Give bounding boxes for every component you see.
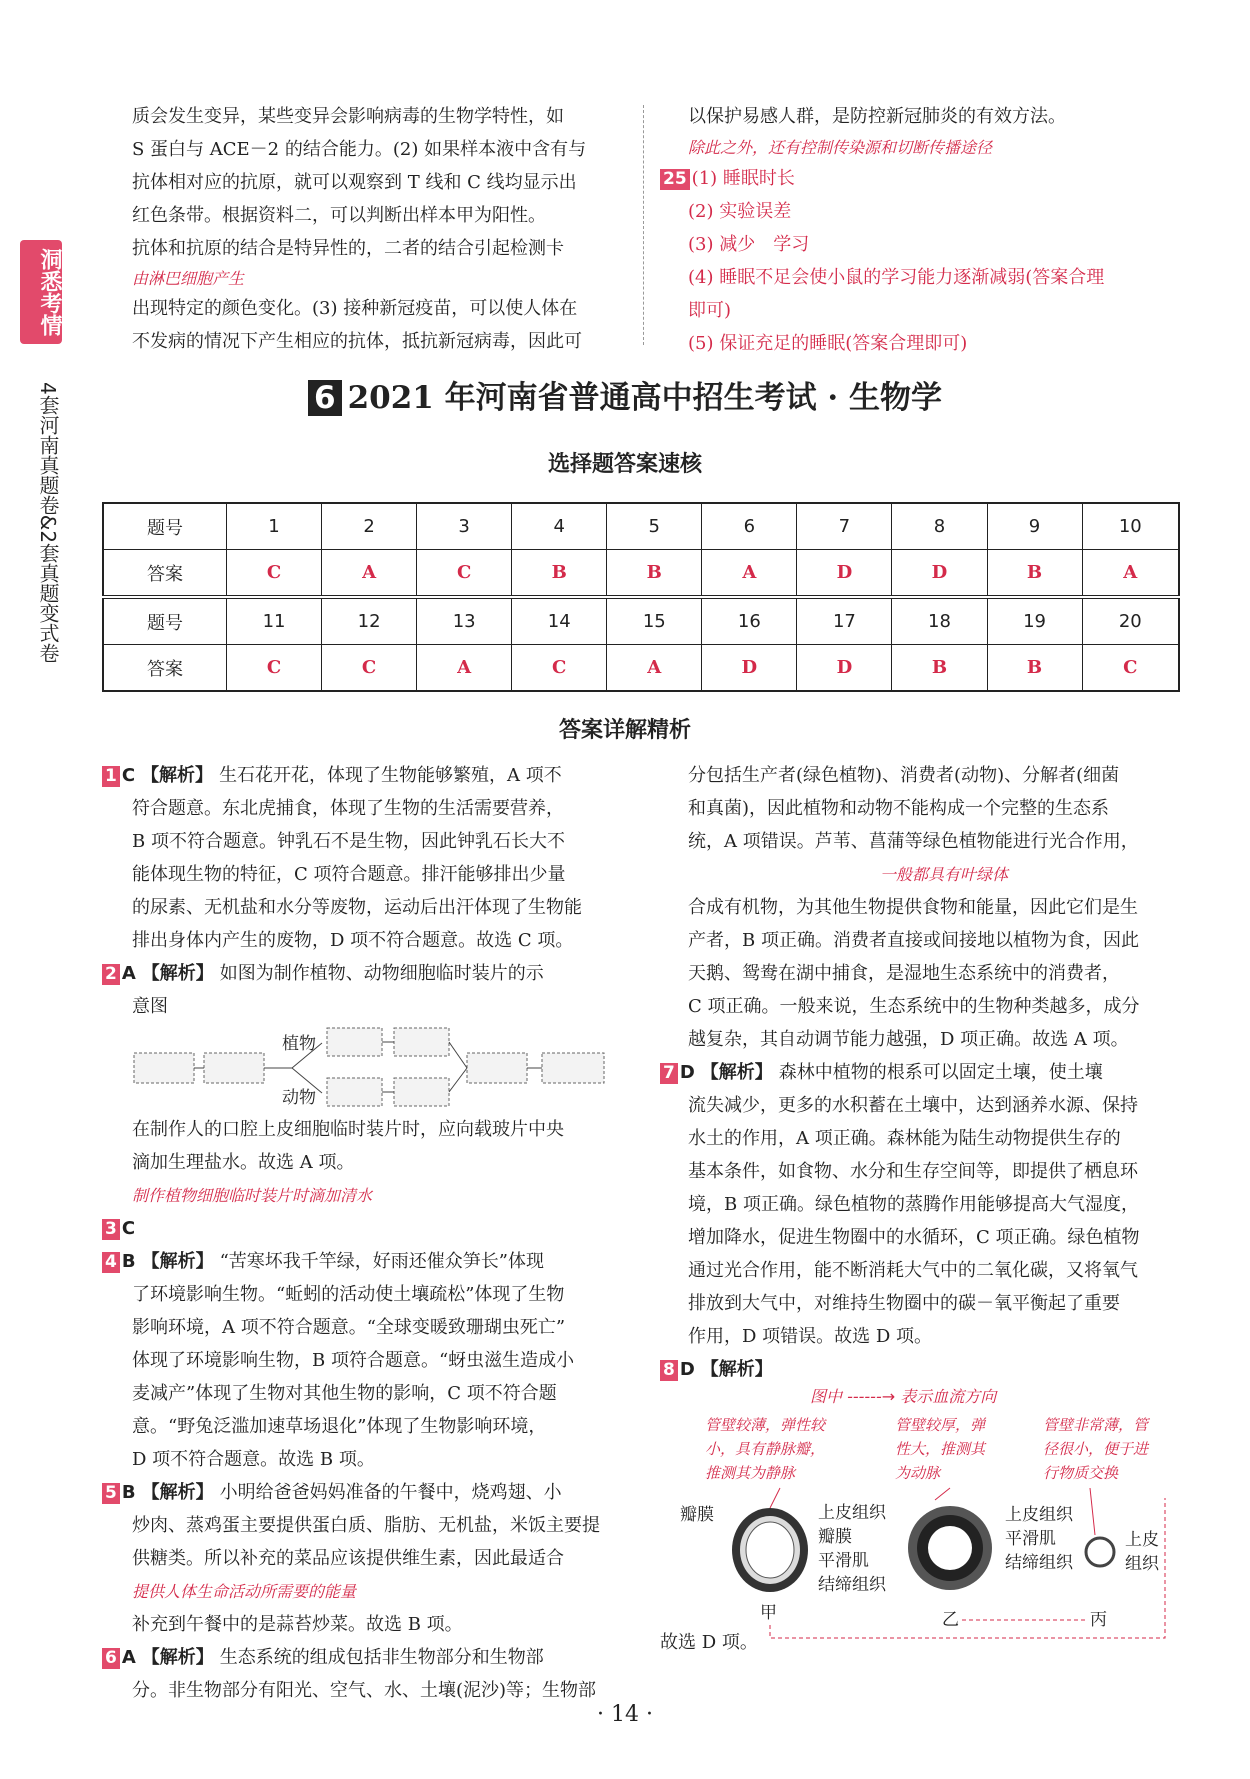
text-line: 和真菌)，因此植物和动物不能构成一个完整的生态系 bbox=[688, 798, 1110, 819]
q25-answer-5: (5) 保证充足的睡眠(答案合理即可) bbox=[688, 333, 968, 354]
text-line: S 蛋白与 ACE－2 的结合能力。(2) 如果样本液中含有与 bbox=[132, 139, 587, 160]
q6-explanation: 6 A 【解析】 生态系统的组成包括非生物部分和生物部 bbox=[102, 1641, 622, 1674]
text-line: 麦减产”体现了生物对其他生物的影响，C 项不符合题 bbox=[132, 1383, 557, 1404]
text-line: 意图 bbox=[132, 996, 168, 1017]
vein-connective: 结缔组织 bbox=[818, 1575, 886, 1595]
q1-explanation: 1 C 【解析】 生石花开花，体现了生物能够繁殖，A 项不 bbox=[102, 759, 622, 792]
q4-explanation: 4 B 【解析】 “苦寒坏我千竿绿，好雨还催众笋长”体现 bbox=[102, 1245, 622, 1278]
section-number: 6 bbox=[308, 380, 342, 416]
label-jia: 甲 bbox=[760, 1603, 777, 1623]
question-cell: 15 bbox=[607, 597, 702, 645]
question-cell: 5 bbox=[607, 503, 702, 550]
text-line: 意。“野兔泛滥加速草场退化”体现了生物影响环境， bbox=[132, 1416, 547, 1437]
text-line: 分。非生物部分有阳光、空气、水、土壤(泥沙)等；生物部 bbox=[132, 1680, 597, 1701]
section-title-text: 2021 年河南省普通高中招生考试 · 生物学 bbox=[347, 380, 943, 416]
handwritten-note: 除此之外，还有控制传染源和切断传播途径 bbox=[688, 138, 993, 157]
question-number-badge: 8 bbox=[660, 1360, 678, 1381]
quick-check-heading: 选择题答案速核 bbox=[547, 452, 702, 477]
text-line: 抗体相对应的抗原，就可以观察到 T 线和 C 线均显示出 bbox=[132, 172, 577, 193]
vein-valve: 瓣膜 bbox=[818, 1527, 852, 1547]
handwritten-note: 提供人体生命活动所需要的能量 bbox=[132, 1582, 357, 1601]
slide-prep-diagram bbox=[132, 1023, 622, 1113]
answer-cell: A bbox=[1082, 550, 1179, 598]
handwritten-note: 一般都具有叶绿体 bbox=[880, 865, 1009, 884]
section-title bbox=[0, 372, 1250, 417]
artery-epithelium: 上皮组织 bbox=[1005, 1505, 1073, 1525]
question-number-badge: 3 bbox=[102, 1219, 120, 1240]
answer-cell: B bbox=[987, 645, 1082, 692]
detail-heading: 答案详解精析 bbox=[558, 718, 691, 743]
vein-note: 小，具有静脉瓣， bbox=[705, 1440, 826, 1458]
blood-vessel-diagram bbox=[660, 1380, 1185, 1650]
question-number-badge: 4 bbox=[102, 1252, 120, 1273]
question-cell: 12 bbox=[322, 597, 417, 645]
vein-note: 管壁较薄，弹性较 bbox=[705, 1416, 826, 1434]
question-row bbox=[103, 597, 1179, 645]
text-line: 境，B 项正确。绿色植物的蒸腾作用能够提高大气湿度， bbox=[688, 1194, 1139, 1215]
question-cell: 11 bbox=[227, 597, 322, 645]
q25-answer-4-cont: 即可) bbox=[688, 300, 732, 321]
artery-lumen bbox=[928, 1526, 972, 1570]
answer-cell: A bbox=[417, 645, 512, 692]
capillary-epithelium: 上皮 bbox=[1125, 1530, 1159, 1550]
question-number-badge: 6 bbox=[102, 1648, 120, 1669]
vein-note: 推测其为静脉 bbox=[705, 1464, 796, 1482]
answer-cell: D bbox=[892, 550, 987, 598]
q25-answer-4: (4) 睡眠不足会使小鼠的学习能力逐渐减弱(答案合理 bbox=[688, 267, 1105, 288]
text-line: 在制作人的口腔上皮细胞临时装片时，应向载玻片中央 bbox=[132, 1119, 564, 1140]
text-line: 质会发生变异，某些变异会影响病毒的生物学特性，如 bbox=[132, 106, 564, 127]
q5-explanation: 5 B 【解析】 小明给爸爸妈妈准备的午餐中，烧鸡翅、小 bbox=[102, 1476, 622, 1509]
text-line: B 项不符合题意。钟乳石不是生物，因此钟乳石长大不 bbox=[132, 831, 565, 852]
right-explanations bbox=[660, 759, 1185, 1386]
text-line: 排放到大气中，对维持生物圈中的碳－氧平衡起了重要 bbox=[688, 1293, 1120, 1314]
text-line: 补充到午餐中的是蒜苔炒菜。故选 B 项。 bbox=[132, 1614, 463, 1635]
q8-explanation: 8 D 【解析】 bbox=[660, 1353, 1185, 1386]
text-line: 的尿素、无机盐和水分等废物，运动后出汗体现了生物能 bbox=[132, 897, 582, 918]
q3-explanation: 3 C bbox=[102, 1212, 622, 1245]
text-line: 合成有机物，为其他生物提供食物和能量，因此它们是生 bbox=[688, 897, 1138, 918]
text-line: 抗体和抗原的结合是特异性的，二者的结合引起检测卡 bbox=[132, 238, 564, 259]
text-line: 符合题意。东北虎捕食，体现了生物的生活需要营养， bbox=[132, 798, 564, 819]
text-line: 了环境影响生物。“蚯蚓的活动使土壤疏松”体现了生物 bbox=[132, 1284, 565, 1305]
question-cell: 10 bbox=[1082, 503, 1179, 550]
text-line: 供糖类。所以补充的菜品应该提供维生素，因此最适合 bbox=[132, 1548, 564, 1569]
answer-cell: D bbox=[702, 645, 797, 692]
answer-cell: C bbox=[512, 645, 607, 692]
question-cell: 20 bbox=[1082, 597, 1179, 645]
question-cell: 2 bbox=[322, 503, 417, 550]
question-cell: 9 bbox=[987, 503, 1082, 550]
question-cell: 3 bbox=[417, 503, 512, 550]
page-number: · 14 · bbox=[597, 1702, 653, 1727]
question-number-badge: 2 bbox=[102, 964, 120, 985]
side-series-label: 4套河南真题卷&2套真题变式卷 bbox=[36, 382, 60, 664]
answer-cell: B bbox=[607, 550, 702, 598]
handwritten-note: 制作植物细胞临时装片时滴加清水 bbox=[132, 1186, 373, 1205]
text-line: 体现了环境影响生物，B 项符合题意。“蚜虫滋生造成小 bbox=[132, 1350, 575, 1371]
answer-row bbox=[103, 550, 1179, 598]
label-yi: 乙 bbox=[942, 1610, 959, 1630]
text-line: 水土的作用，A 项正确。森林能为陆生动物提供生存的 bbox=[688, 1128, 1121, 1149]
text-line: 以保护易感人群，是防控新冠肺炎的有效方法。 bbox=[688, 106, 1066, 127]
label-bing: 丙 bbox=[1090, 1610, 1107, 1630]
capillary bbox=[1086, 1538, 1114, 1566]
answer-cell: A bbox=[322, 550, 417, 598]
artery-note: 性大，推测其 bbox=[895, 1440, 986, 1458]
text-line: 能体现生物的特征，C 项符合题意。排汗能够排出少量 bbox=[132, 864, 566, 885]
top-right-column bbox=[660, 100, 1185, 360]
vein-epithelium: 上皮组织 bbox=[818, 1503, 886, 1523]
text-line: D 项不符合题意。故选 B 项。 bbox=[132, 1449, 375, 1470]
text-line: 流失减少，更多的水积蓄在土壤中，达到涵养水源、保持 bbox=[688, 1095, 1138, 1116]
text-line: 作用，D 项错误。故选 D 项。 bbox=[688, 1326, 933, 1347]
slide-prep-figure bbox=[132, 1023, 622, 1113]
question-cell: 8 bbox=[892, 503, 987, 550]
vein-lumen bbox=[746, 1522, 794, 1578]
row-label: 题号 bbox=[103, 503, 227, 550]
question-cell: 6 bbox=[702, 503, 797, 550]
q25-answer-1: 25 (1) 睡眠时长 bbox=[660, 162, 1185, 195]
answer-cell: B bbox=[987, 550, 1082, 598]
capillary-note: 管壁非常薄，管 bbox=[1043, 1416, 1149, 1434]
answer-cell: B bbox=[892, 645, 987, 692]
top-left-column bbox=[132, 100, 612, 358]
answer-cell: B bbox=[512, 550, 607, 598]
text-line: 滴加生理盐水。故选 A 项。 bbox=[132, 1152, 355, 1173]
question-row bbox=[103, 503, 1179, 550]
vein-valve-label: 瓣膜 bbox=[680, 1505, 714, 1525]
question-cell: 19 bbox=[987, 597, 1082, 645]
answer-cell: C bbox=[227, 645, 322, 692]
answer-cell: C bbox=[227, 550, 322, 598]
text-line: 分包括生产者(绿色植物)、消费者(动物)、分解者(细菌 bbox=[688, 765, 1120, 786]
question-number-badge: 5 bbox=[102, 1483, 120, 1504]
question-cell: 7 bbox=[797, 503, 892, 550]
answer-cell: A bbox=[702, 550, 797, 598]
question-cell: 14 bbox=[512, 597, 607, 645]
text-line: 越复杂，其自动调节能力越强，D 项正确。故选 A 项。 bbox=[688, 1029, 1129, 1050]
answer-cell: D bbox=[797, 645, 892, 692]
text-line: 基本条件，如食物、水分和生存空间等，即提供了栖息环 bbox=[688, 1161, 1138, 1182]
answer-cell: A bbox=[607, 645, 702, 692]
text-line: 出现特定的颜色变化。(3) 接种新冠疫苗，可以使人体在 bbox=[132, 298, 578, 319]
question-number-badge: 25 bbox=[660, 169, 690, 190]
answer-cell: C bbox=[322, 645, 417, 692]
text-line: 统，A 项错误。芦苇、菖蒲等绿色植物能进行光合作用， bbox=[688, 831, 1139, 852]
animal-label: 动物 bbox=[282, 1088, 316, 1108]
text-line: 炒肉、蒸鸡蛋主要提供蛋白质、脂肪、无机盐，米饭主要提 bbox=[132, 1515, 600, 1536]
text-line: C 项正确。一般来说，生态系统中的生物种类越多，成分 bbox=[688, 996, 1140, 1017]
column-divider bbox=[643, 105, 644, 345]
flow-legend: 图中 ------→ 表示血流方向 bbox=[810, 1387, 997, 1406]
text-line: 产者，B 项正确。消费者直接或间接地以植物为食，因此 bbox=[688, 930, 1139, 951]
left-explanations bbox=[102, 759, 622, 1707]
answer-table bbox=[102, 502, 1180, 692]
capillary-epithelium-2: 组织 bbox=[1125, 1554, 1159, 1574]
q25-answer-2: (2) 实验误差 bbox=[688, 201, 792, 222]
question-number-badge: 1 bbox=[102, 766, 120, 787]
text-line: 红色条带。根据资料二，可以判断出样本甲为阳性。 bbox=[132, 205, 546, 226]
text-line: 影响环境，A 项不符合题意。“全球变暖致珊瑚虫死亡” bbox=[132, 1317, 566, 1338]
question-cell: 18 bbox=[892, 597, 987, 645]
artery-smooth-muscle: 平滑肌 bbox=[1005, 1529, 1056, 1549]
question-cell: 17 bbox=[797, 597, 892, 645]
side-section-tag: 洞悉考情 bbox=[20, 240, 62, 344]
row-label: 题号 bbox=[103, 597, 227, 645]
text-line: 天鹅、鸳鸯在湖中捕食，是湿地生态系统中的消费者， bbox=[688, 963, 1120, 984]
question-cell: 4 bbox=[512, 503, 607, 550]
q25-answer-3: (3) 减少 学习 bbox=[688, 234, 810, 255]
question-cell: 13 bbox=[417, 597, 512, 645]
capillary-note: 径很小，便于进 bbox=[1043, 1440, 1149, 1458]
artery-connective: 结缔组织 bbox=[1005, 1553, 1073, 1573]
answer-row bbox=[103, 645, 1179, 692]
q8-conclusion: 故选 D 项。 bbox=[660, 1632, 758, 1650]
artery-note: 管壁较厚，弹 bbox=[895, 1416, 986, 1434]
artery-note: 为动脉 bbox=[895, 1464, 941, 1482]
answer-cell: D bbox=[797, 550, 892, 598]
question-number-badge: 7 bbox=[660, 1063, 678, 1084]
row-label: 答案 bbox=[103, 550, 227, 598]
answer-cell: C bbox=[1082, 645, 1179, 692]
question-cell: 1 bbox=[227, 503, 322, 550]
row-label: 答案 bbox=[103, 645, 227, 692]
text-line: 排出身体内产生的废物，D 项不符合题意。故选 C 项。 bbox=[132, 930, 574, 951]
question-cell: 16 bbox=[702, 597, 797, 645]
text-line: 通过光合作用，能不断消耗大气中的二氧化碳，又将氧气 bbox=[688, 1260, 1138, 1281]
vein-smooth-muscle: 平滑肌 bbox=[818, 1551, 869, 1571]
capillary-note: 行物质交换 bbox=[1043, 1464, 1119, 1482]
q2-explanation: 2 A 【解析】 如图为制作植物、动物细胞临时装片的示 bbox=[102, 957, 622, 990]
text-line: 增加降水，促进生物圈中的水循环，C 项正确。绿色植物 bbox=[688, 1227, 1140, 1248]
handwritten-note: 由淋巴细胞产生 bbox=[132, 269, 245, 288]
text-line: 不发病的情况下产生相应的抗体，抵抗新冠病毒，因此可 bbox=[132, 331, 582, 352]
answer-cell: C bbox=[417, 550, 512, 598]
q7-explanation: 7 D 【解析】 森林中植物的根系可以固定土壤，使土壤 bbox=[660, 1056, 1185, 1089]
plant-label: 植物 bbox=[282, 1034, 316, 1054]
